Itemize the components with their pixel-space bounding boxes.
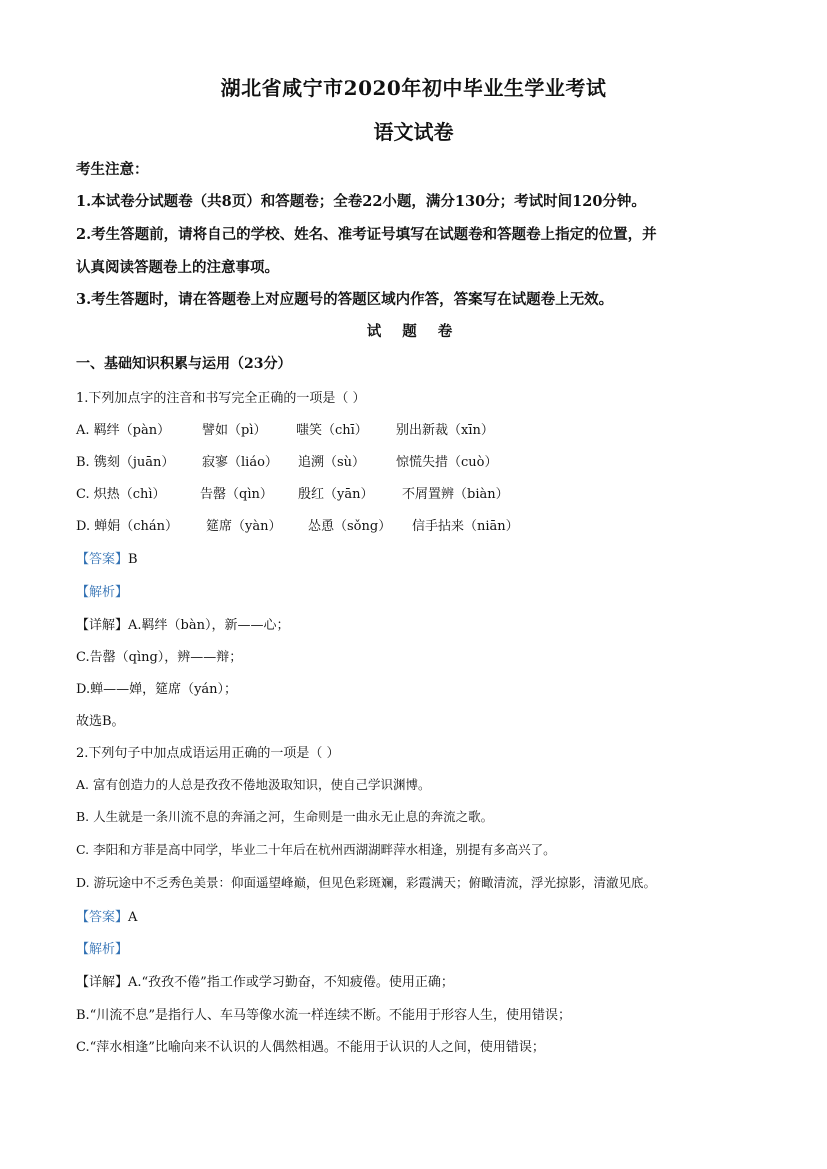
exam-subtitle: 语文试卷 [373,120,454,144]
option-item: 筵席（yàn） [206,519,282,534]
option-item: 殷红（yān） [298,487,374,502]
answer-value: A [128,910,138,925]
option-item: 追溯（sù） [298,455,366,470]
q1-option-c [76,483,509,502]
q1-option-d [76,515,519,534]
notice-line-3: 3.考生答题时，请在答题卷上对应题号的答题区域内作答，答案写在试题卷上无效。 [76,291,614,308]
option-item: 寂寥（liáo） [202,455,278,470]
q1-option-b [76,451,497,470]
option-item: 譬如（pì） [202,423,267,438]
q2-answer [76,906,137,925]
q2-detail-line: B.“川流不息”是指行人、车马等像水流一样连续不断。不能用于形容人生，使用错误； [76,1008,571,1023]
option-item: B. 镌刻（juān） [76,455,175,470]
q2-option-b: B. 人生就是一条川流不息的奔涌之河，生命则是一曲永无止息的奔流之歌。 [76,809,494,824]
q2-detail-line: 【详解】A.“孜孜不倦”指工作或学习勤奋，不知疲倦。使用正确； [76,975,454,990]
q1-detail-line: 故选B。 [76,714,125,729]
option-item: 告罄（qìn） [200,487,273,502]
q2-detail-line: C.“萍水相逢”比喻向来不认识的人偶然相遇。不能用于认识的人之间，使用错误； [76,1040,545,1055]
question-2-stem: 2.下列句子中加点成语运用正确的一项是（ ） [76,746,340,761]
option-item: 不屑置辨（biàn） [402,487,509,502]
notice-line-1: 1.本试卷分试题卷（共8页）和答题卷；全卷22小题，满分130分；考试时间120分钟。 [76,193,646,210]
option-item: 信手拈来（niān） [412,519,519,534]
exam-title: 湖北省咸宁市2020年初中毕业生学业考试 [220,76,607,100]
q1-analysis-tag: 【解析】 [76,585,129,600]
answer-value: B [128,552,138,567]
q2-analysis-tag: 【解析】 [76,942,129,957]
question-1-stem: 1.下列加点字的注音和书写完全正确的一项是（ ） [76,391,366,406]
option-item: 嗤笑（chī） [296,423,368,438]
q2-option-d: D. 游玩途中不乏秀色美景：仰面遥望峰巅，但见色彩斑斓，彩霞满天；俯瞰清流，浮光掠影，清澈见底。 [76,875,657,890]
q1-detail-line: C.告罄（qìng），辨——辩； [76,650,243,665]
q1-detail-line: D.蝉——婵，筵席（yán）； [76,682,238,697]
answer-tag: 【答案】 [76,552,129,567]
option-item: 惊慌失措（cuò） [396,455,498,470]
q1-option-a [76,419,494,438]
notice-line-2b: 认真阅读答题卷上的注意事项。 [76,259,279,276]
part-heading: 一、基础知识积累与运用（23分） [76,356,292,372]
q1-answer [76,548,138,567]
section-heading: 试 题 卷 [366,323,461,340]
option-item: 别出新裁（xīn） [396,423,494,438]
q1-detail-line: 【详解】A.羁绊（bàn），新——心； [76,618,290,633]
option-item: D. 蝉娟（chán） [76,519,179,534]
notice-line-2a: 2.考生答题前，请将自己的学校、姓名、准考证号填写在试题卷和答题卷上指定的位置，并 [76,226,657,243]
q2-option-a: A. 富有创造力的人总是孜孜不倦地汲取知识，使自己学识渊博。 [76,777,431,792]
option-item: 怂恿（sǒng） [308,519,392,534]
answer-tag: 【答案】 [76,910,129,925]
q2-option-c: C. 李阳和方菲是高中同学，毕业二十年后在杭州西湖湖畔萍水相逢，别提有多高兴了。 [76,842,556,857]
notice-heading: 考生注意： [76,161,149,178]
option-item: C. 炽热（chì） [76,487,166,502]
option-item: A. 羁绊（pàn） [76,423,171,438]
